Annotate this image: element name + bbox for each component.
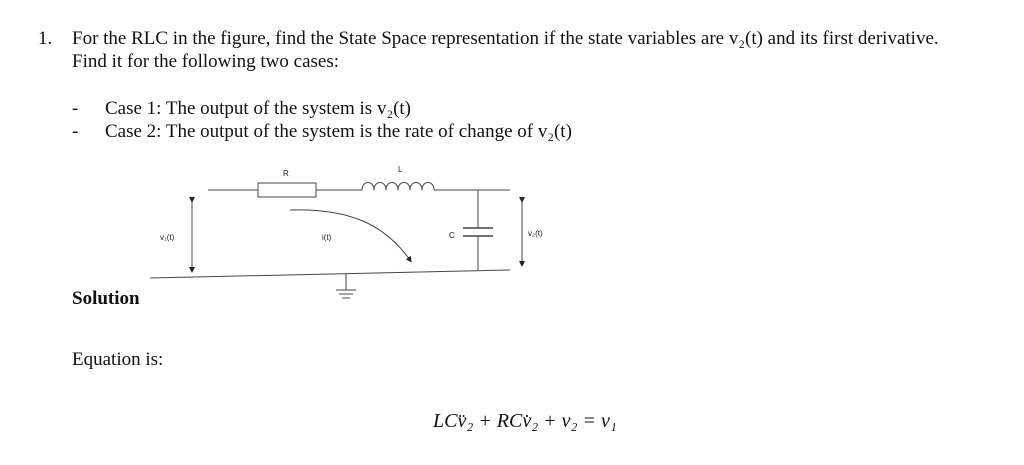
bottom-wire: [150, 270, 510, 278]
question-number: 1.: [38, 28, 53, 49]
input-voltage-label: v₁(t): [160, 233, 175, 242]
output-voltage-label: v₂(t): [528, 229, 543, 238]
case-1-bullet: -: [72, 98, 79, 119]
case-1-text: Case 1: The output of the system is v₂(t): [105, 98, 412, 119]
differential-equation: LCv̈₂ + RCv̇₂ + v₂ = v₁: [433, 410, 617, 432]
case-2-text: Case 2: The output of the system is the rate of change of v₂(t): [105, 121, 572, 142]
capacitor-label: C: [449, 231, 455, 240]
resistor-label: R: [283, 169, 289, 178]
rlc-circuit-diagram: [150, 160, 550, 310]
question-text-line-1: For the RLC in the figure, find the State Space representation if the state variables are v₂(t) and its first derivative.: [72, 28, 939, 49]
inductor-symbol: [362, 183, 434, 191]
case-2-bullet: -: [72, 121, 79, 142]
resistor-symbol: [258, 183, 316, 197]
current-label: i(t): [322, 233, 332, 242]
current-arrow: [290, 210, 410, 260]
inductor-label: L: [398, 165, 403, 174]
question-text-line-2: Find it for the following two cases:: [72, 51, 340, 72]
solution-heading: Solution: [72, 288, 140, 309]
equation-label: Equation is:: [72, 349, 164, 370]
